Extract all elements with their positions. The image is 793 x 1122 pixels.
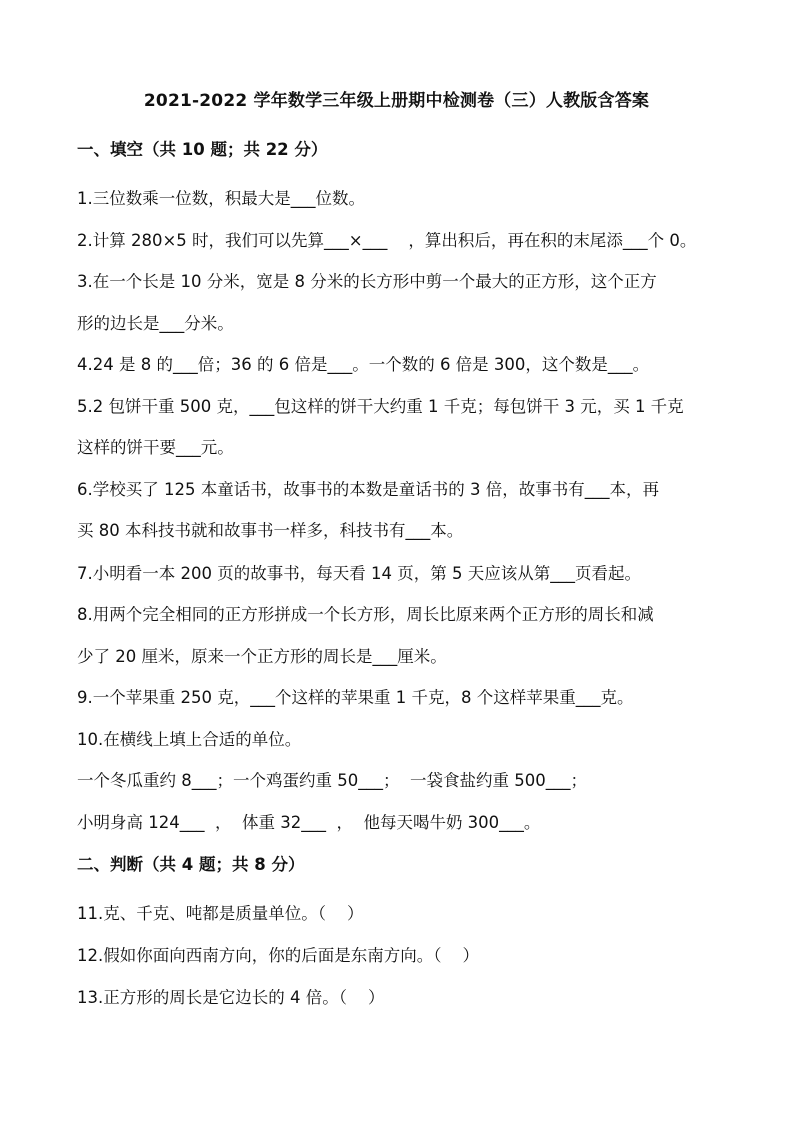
question-line: 11.克、千克、吨都是质量单位。（ ）	[77, 904, 364, 923]
question-line: 5.2 包饼干重 500 克，___包这样的饼干大约重 1 千克；每包饼干 3 元，买 1 千克	[77, 397, 684, 416]
question-line: 3.在一个长是 10 分米，宽是 8 分米的长方形中剪一个最大的正方形，这个正方	[77, 272, 657, 291]
question-line: 形的边长是___分米。	[77, 314, 234, 333]
question-line: 4.24 是 8 的___倍；36 的 6 倍是___。一个数的 6 倍是 300，这个数是___。	[77, 355, 650, 374]
question-line: 1.三位数乘一位数，积最大是___位数。	[77, 189, 365, 208]
question-line: 8.用两个完全相同的正方形拼成一个长方形，周长比原来两个正方形的周长和减	[77, 605, 654, 624]
section-heading-true-false: 二、判断（共 4 题；共 8 分）	[77, 855, 305, 874]
section-heading-fill-in: 一、填空（共 10 题；共 22 分）	[77, 140, 328, 159]
page-title: 2021-2022 学年数学三年级上册期中检测卷（三）人教版含答案	[143, 91, 650, 111]
question-line: 买 80 本科技书就和故事书一样多，科技书有___本。	[77, 521, 464, 540]
question-line: 7.小明看一本 200 页的故事书，每天看 14 页，第 5 天应该从第___页看起。	[77, 564, 641, 583]
question-line: 13.正方形的周长是它边长的 4 倍。（ ）	[77, 988, 385, 1007]
question-line: 10.在横线上填上合适的单位。	[77, 730, 302, 749]
question-line: 12.假如你面向西南方向，你的后面是东南方向。（ ）	[77, 946, 479, 965]
question-line: 2.计算 280×5 时，我们可以先算___×___ ，算出积后，再在积的末尾添___个 0。	[77, 231, 697, 250]
question-line: 这样的饼干要___元。	[77, 438, 234, 457]
question-line: 9.一个苹果重 250 克，___个这样的苹果重 1 千克，8 个这样苹果重___克。	[77, 688, 634, 707]
question-line: 6.学校买了 125 本童话书，故事书的本数是童话书的 3 倍，故事书有___本，再	[77, 480, 659, 499]
question-line: 一个冬瓜重约 8___；一个鸡蛋约重 50___； 一袋食盐约重 500___；	[77, 771, 587, 790]
question-line: 少了 20 厘米，原来一个正方形的周长是___厘米。	[77, 647, 447, 666]
question-line: 小明身高 124___ ， 体重 32___ ， 他每天喝牛奶 300___。	[77, 813, 541, 832]
